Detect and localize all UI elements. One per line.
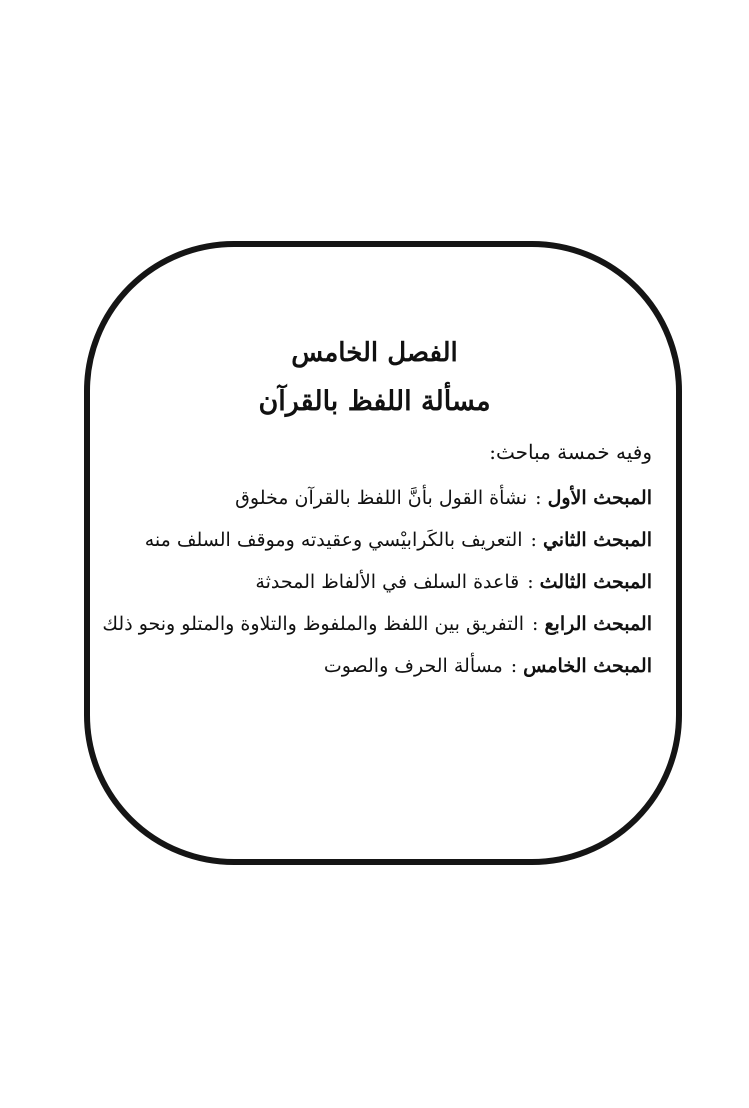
section-text: مسألة الحرف والصوت [323, 655, 503, 677]
section-label: المبحث الأول [547, 487, 652, 509]
section-item-3 [92, 566, 652, 608]
chapter-title: مسألة اللفظ بالقرآن [258, 386, 491, 417]
section-separator: : [532, 613, 539, 635]
section-item-2 [92, 524, 652, 566]
section-label: المبحث الخامس [523, 655, 652, 677]
section-label: المبحث الرابع [544, 613, 652, 635]
section-text: التعريف بالكَرابيْسي وعقيدته وموقف السلف منه [144, 529, 523, 551]
section-label: المبحث الثالث [539, 571, 652, 593]
sections-list [92, 482, 652, 692]
section-text: التفريق بين اللفظ والملفوظ والتلاوة والمتلو ونحو ذلك [102, 613, 525, 635]
section-label: المبحث الثاني [542, 529, 652, 551]
section-text: قاعدة السلف في الألفاظ المحدثة [255, 571, 520, 593]
section-item-5 [92, 650, 652, 692]
section-item-1 [92, 482, 652, 524]
section-separator: : [530, 529, 537, 551]
section-separator: : [527, 571, 534, 593]
chapter-heading: الفصل الخامس [291, 338, 458, 368]
sections-intro: وفيه خمسة مباحث: [489, 440, 652, 464]
section-item-4 [92, 608, 652, 650]
section-text: نشأة القول بأنَّ اللفظ بالقرآن مخلوق [235, 487, 528, 509]
section-separator: : [510, 655, 518, 677]
section-separator: : [535, 487, 542, 509]
